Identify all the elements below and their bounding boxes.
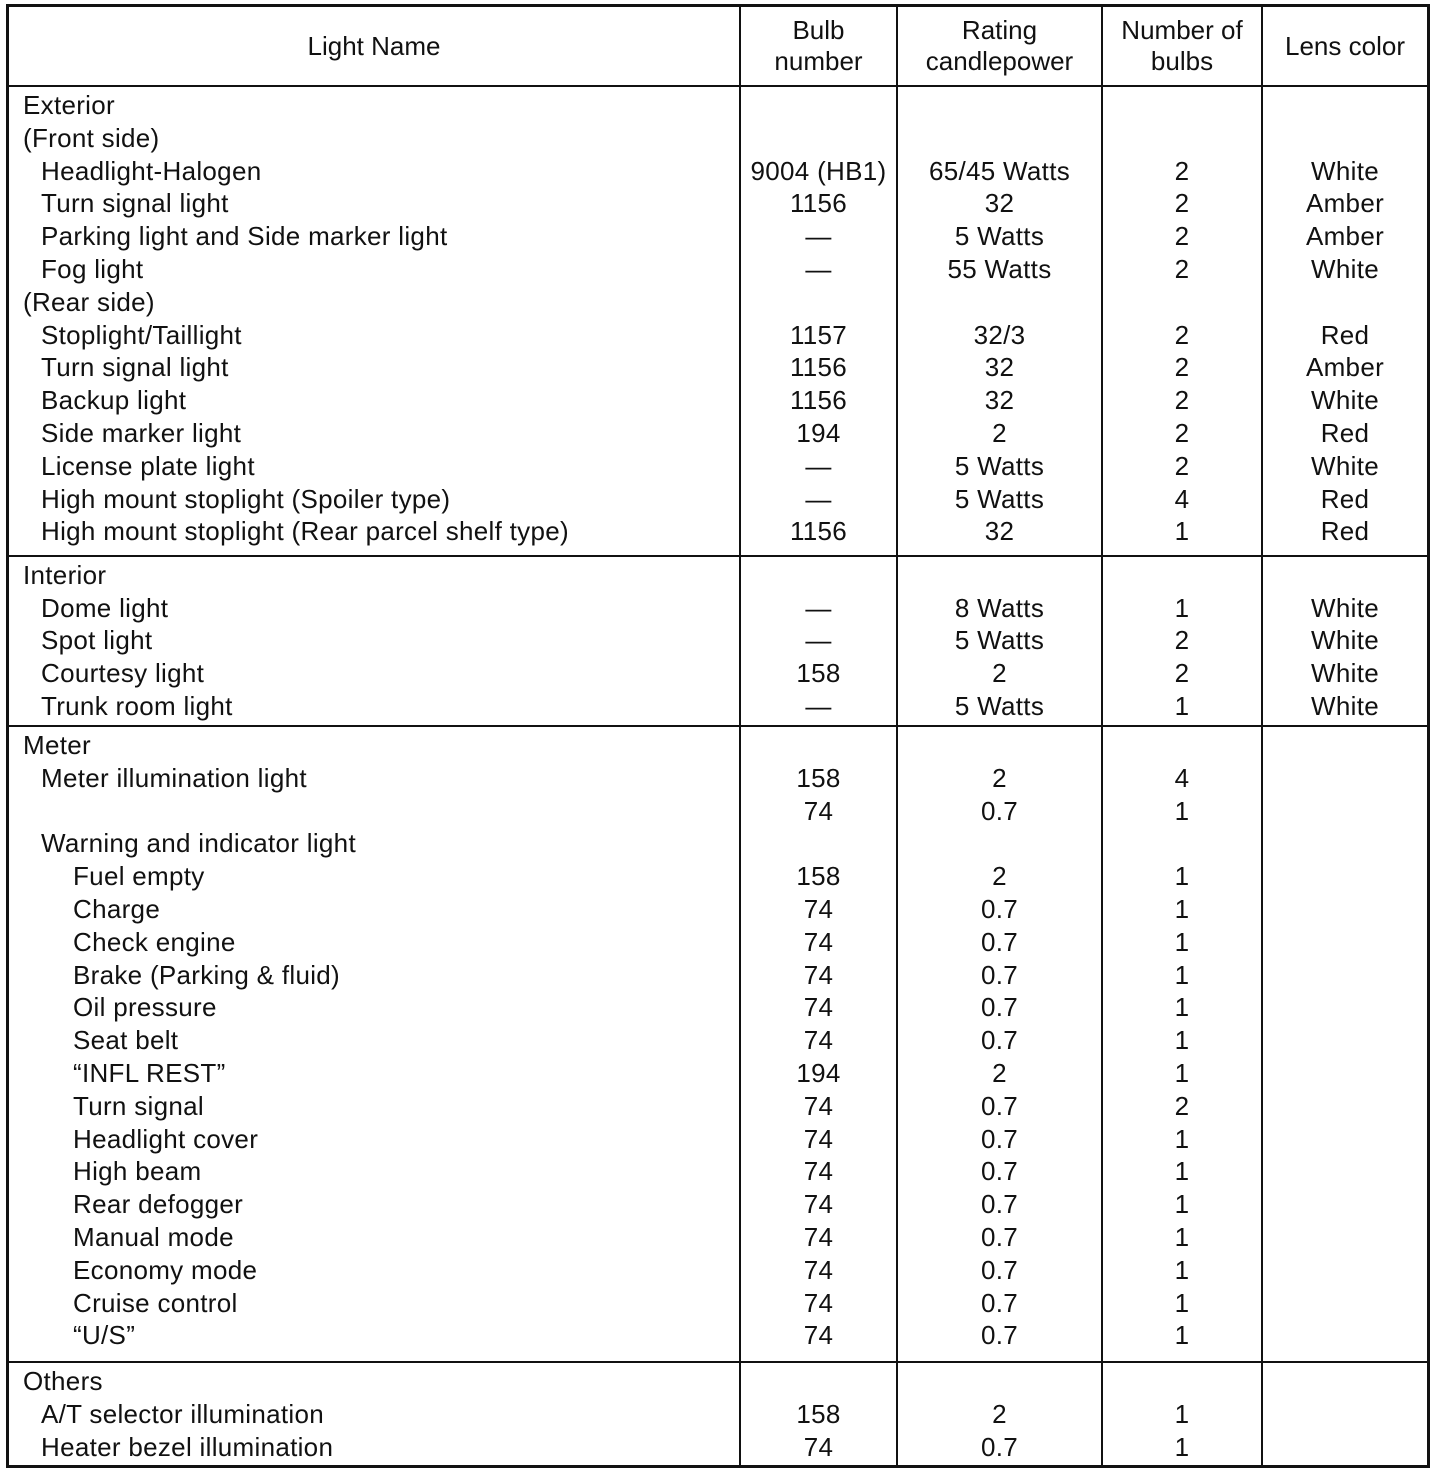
lens-color <box>1263 991 1427 1024</box>
lens-color <box>1263 893 1427 926</box>
light-name: Brake (Parking & fluid) <box>73 959 341 990</box>
bulb-number <box>741 286 896 319</box>
lens-color <box>1263 795 1427 828</box>
rating-value: 5 Watts <box>954 483 1045 514</box>
light-name: “INFL REST” <box>73 1058 226 1089</box>
lens-color <box>1263 1431 1427 1464</box>
bulb-count: 2 <box>1174 450 1190 481</box>
rating-value: 65/45 Watts <box>928 155 1071 186</box>
bulb-count <box>1103 727 1261 762</box>
light-name: Fog light <box>41 253 144 284</box>
lens-color: Red <box>1320 516 1370 547</box>
bulb-number: 1157 <box>789 319 848 350</box>
rating-value: 0.7 <box>980 1123 1019 1154</box>
bulb-number: 74 <box>803 795 834 826</box>
light-name: Economy mode <box>73 1254 258 1285</box>
bulb-number <box>741 727 896 762</box>
bulb-count <box>1103 1363 1261 1398</box>
lens-color: Red <box>1320 483 1370 514</box>
rating-column <box>897 86 1102 556</box>
rating-value: 2 <box>992 861 1007 892</box>
light-name: Stoplight/Taillight <box>41 319 242 350</box>
bulb-number: 74 <box>803 1254 834 1285</box>
rating-value <box>898 1363 1101 1398</box>
light-name: High mount stoplight (Rear parcel shelf type) <box>41 516 569 547</box>
header-light-name: Light Name <box>9 7 740 86</box>
lens-color: White <box>1311 155 1379 186</box>
bulb-number: — <box>805 221 832 252</box>
bulb-count: 4 <box>1174 483 1190 514</box>
bulb-count: 2 <box>1174 155 1190 186</box>
bulb-count: 1 <box>1174 959 1190 990</box>
lens-color <box>1263 1287 1427 1320</box>
bulb-number: 158 <box>796 658 841 689</box>
light-name: Courtesy light <box>41 658 205 689</box>
bulb-count: 1 <box>1174 690 1190 721</box>
bulb-count: 1 <box>1174 1287 1190 1318</box>
bulb-count: 2 <box>1174 417 1190 448</box>
bulb-number: 1156 <box>789 352 848 383</box>
bulb-count: 1 <box>1174 861 1190 892</box>
section-heading: Meter <box>23 730 91 761</box>
light-name: Trunk room light <box>41 690 233 721</box>
lens-color <box>1263 1363 1427 1398</box>
lens-color: Red <box>1320 319 1370 350</box>
bulb-number: 74 <box>803 1123 834 1154</box>
rating-column <box>897 556 1102 726</box>
rating-value: 0.7 <box>980 1156 1019 1187</box>
lens-color <box>1263 959 1427 992</box>
bulb-number: 74 <box>803 926 834 957</box>
lens-color: Amber <box>1305 188 1385 219</box>
bulb-count-column <box>1102 726 1262 1362</box>
lens-color: White <box>1311 625 1379 656</box>
bulb-count: 1 <box>1174 1123 1190 1154</box>
rating-value: 32 <box>984 385 1015 416</box>
rating-value: 0.7 <box>980 1090 1019 1121</box>
bulb-number: 1156 <box>789 188 848 219</box>
light-name: Turn signal light <box>41 352 229 383</box>
lens-color <box>1263 1254 1427 1287</box>
rating-value: 5 Watts <box>954 221 1045 252</box>
header-row <box>9 7 1427 86</box>
bulb-number: 74 <box>803 1287 834 1318</box>
bulb-number: 74 <box>803 992 834 1023</box>
lens-color <box>1263 727 1427 762</box>
bulb-number <box>741 1363 896 1398</box>
rating-value <box>898 727 1101 762</box>
bulb-number: 74 <box>803 1156 834 1187</box>
light-name: Backup light <box>41 385 187 416</box>
lens-color <box>1263 122 1427 155</box>
header-lens-color: Lens color <box>1262 7 1427 86</box>
light-name: A/T selector illumination <box>41 1398 325 1429</box>
bulb-count: 1 <box>1174 992 1190 1023</box>
light-name: “U/S” <box>73 1320 136 1351</box>
light-name: Headlight-Halogen <box>41 155 262 186</box>
rating-column <box>897 726 1102 1362</box>
bulb-number: 158 <box>796 1398 841 1429</box>
rating-value: 0.7 <box>980 1431 1019 1462</box>
rating-value: 2 <box>992 417 1007 448</box>
rating-value: 0.7 <box>980 1189 1019 1220</box>
section-row <box>9 556 1427 726</box>
bulb-number: — <box>805 483 832 514</box>
rating-value: 0.7 <box>980 1025 1019 1056</box>
light-name: Fuel empty <box>73 861 205 892</box>
lens-color <box>1263 1057 1427 1090</box>
bulb-number: 1156 <box>789 385 848 416</box>
bulb-count: 2 <box>1174 1090 1190 1121</box>
rating-value: 8 Watts <box>954 592 1045 623</box>
lens-color <box>1263 1024 1427 1057</box>
bulb-count: 1 <box>1174 1254 1190 1285</box>
lens-color-column <box>1262 556 1427 726</box>
section-exterior <box>9 86 1427 556</box>
light-name: Parking light and Side marker light <box>41 221 448 252</box>
bulb-number <box>741 122 896 155</box>
bulb-number: — <box>805 450 832 481</box>
lens-color <box>1263 1221 1427 1254</box>
bulb-number-column <box>740 86 897 556</box>
lens-color: White <box>1311 450 1379 481</box>
bulb-number: 158 <box>796 762 841 793</box>
bulb-number: 9004 (HB1) <box>750 155 887 186</box>
bulb-number: — <box>805 690 832 721</box>
bulb-count: 4 <box>1174 762 1190 793</box>
bulb-number: 74 <box>803 1025 834 1056</box>
bulb-count: 2 <box>1174 658 1190 689</box>
rating-value: 0.7 <box>980 1222 1019 1253</box>
light-name: Manual mode <box>73 1222 234 1253</box>
section-row <box>9 1362 1427 1465</box>
rating-value: 2 <box>992 1058 1007 1089</box>
bulb-number: 194 <box>796 1058 841 1089</box>
bulb-number-column <box>740 1362 897 1465</box>
light-name: Oil pressure <box>73 992 217 1023</box>
section-meter <box>9 726 1427 1362</box>
rating-value: 32 <box>984 188 1015 219</box>
light-name-column <box>9 726 740 1362</box>
light-name-column <box>9 556 740 726</box>
section-heading: Interior <box>23 559 107 590</box>
bulb-count: 1 <box>1174 795 1190 826</box>
light-name: Dome light <box>41 592 169 623</box>
rating-value <box>898 557 1101 592</box>
lens-color <box>1263 860 1427 893</box>
light-name: Cruise control <box>73 1287 238 1318</box>
rating-value: 0.7 <box>980 926 1019 957</box>
lens-color: White <box>1311 690 1379 721</box>
section-row <box>9 86 1427 556</box>
bulb-count: 1 <box>1174 1398 1190 1429</box>
bulb-count: 2 <box>1174 221 1190 252</box>
bulb-count <box>1103 286 1261 319</box>
lens-color: White <box>1311 253 1379 284</box>
light-name: Charge <box>73 894 161 925</box>
bulb-count: 2 <box>1174 253 1190 284</box>
rating-value: 32 <box>984 516 1015 547</box>
rating-column <box>897 1362 1102 1465</box>
light-name: Heater bezel illumination <box>41 1431 334 1462</box>
rating-value: 2 <box>992 658 1007 689</box>
section-heading: (Front side) <box>23 122 160 153</box>
bulb-number: 74 <box>803 1431 834 1462</box>
rating-value: 32 <box>984 352 1015 383</box>
rating-value: 2 <box>992 762 1007 793</box>
light-name: Check engine <box>73 926 236 957</box>
bulb-count: 1 <box>1174 1025 1190 1056</box>
bulb-number: 74 <box>803 1222 834 1253</box>
section-heading: (Rear side) <box>23 286 155 317</box>
bulb-count-column <box>1102 86 1262 556</box>
bulb-number: — <box>805 592 832 623</box>
lens-color <box>1263 827 1427 860</box>
bulb-count <box>1103 122 1261 155</box>
section-row <box>9 726 1427 1362</box>
lens-color: White <box>1311 592 1379 623</box>
header-bulb-number: Bulb number <box>740 7 897 86</box>
light-name-column <box>9 86 740 556</box>
section-heading: Exterior <box>23 90 115 120</box>
header-rating-candlepower: Rating candlepower <box>897 7 1102 86</box>
lens-color <box>1263 1188 1427 1221</box>
bulb-count: 2 <box>1174 319 1190 350</box>
bulb-count: 2 <box>1174 188 1190 219</box>
bulb-number: 74 <box>803 1189 834 1220</box>
bulb-number <box>741 827 896 860</box>
rating-value: 0.7 <box>980 959 1019 990</box>
bulb-count: 1 <box>1174 516 1190 547</box>
lens-color <box>1263 1090 1427 1123</box>
bulb-count: 1 <box>1174 1431 1190 1462</box>
rating-value: 32/3 <box>973 319 1026 350</box>
bulb-number-column <box>740 726 897 1362</box>
lens-color: White <box>1311 658 1379 689</box>
header-number-of-bulbs: Number of bulbs <box>1102 7 1262 86</box>
bulb-number: — <box>805 625 832 656</box>
lens-color <box>1263 926 1427 959</box>
section-heading: Others <box>23 1366 103 1397</box>
bulb-number: 1156 <box>789 516 848 547</box>
light-name: License plate light <box>41 450 255 481</box>
rating-value <box>898 827 1101 860</box>
bulb-number-column <box>740 556 897 726</box>
light-name: Meter illumination light <box>41 762 307 793</box>
lens-color: White <box>1311 385 1379 416</box>
bulb-count: 1 <box>1174 894 1190 925</box>
lens-color-column <box>1262 1362 1427 1465</box>
bulb-number: 194 <box>796 417 841 448</box>
rating-value <box>898 87 1101 122</box>
light-name: Rear defogger <box>73 1189 244 1220</box>
rating-value: 0.7 <box>980 1254 1019 1285</box>
bulb-count: 2 <box>1174 352 1190 383</box>
bulb-count <box>1103 557 1261 592</box>
lens-color <box>1263 1398 1427 1431</box>
light-name: Turn signal <box>73 1090 204 1121</box>
lens-color: Red <box>1320 417 1370 448</box>
light-name: Side marker light <box>41 417 242 448</box>
rating-value <box>898 286 1101 319</box>
bulb-count: 1 <box>1174 926 1190 957</box>
lens-color <box>1263 87 1427 122</box>
bulb-number: 74 <box>803 1320 834 1351</box>
lens-color: Amber <box>1305 221 1385 252</box>
rating-value: 0.7 <box>980 1320 1019 1351</box>
rating-value: 2 <box>992 1398 1007 1429</box>
light-name: Seat belt <box>73 1025 179 1056</box>
bulb-count: 2 <box>1174 625 1190 656</box>
section-others <box>9 1362 1427 1465</box>
light-name: High mount stoplight (Spoiler type) <box>41 483 451 514</box>
rating-value: 5 Watts <box>954 625 1045 656</box>
light-name: High beam <box>73 1156 202 1187</box>
bulb-count <box>1103 827 1261 860</box>
bulb-count: 1 <box>1174 1320 1190 1351</box>
bulb-count: 1 <box>1174 1156 1190 1187</box>
bulb-number: 158 <box>796 861 841 892</box>
bulb-number: 74 <box>803 959 834 990</box>
bulb-count: 2 <box>1174 385 1190 416</box>
rating-value <box>898 122 1101 155</box>
bulb-count-column <box>1102 1362 1262 1465</box>
rating-value: 0.7 <box>980 795 1019 826</box>
bulb-number: — <box>805 253 832 284</box>
rating-value: 5 Watts <box>954 450 1045 481</box>
light-name-column <box>9 1362 740 1465</box>
rating-value: 0.7 <box>980 1287 1019 1318</box>
light-name: Headlight cover <box>73 1123 259 1154</box>
rating-value: 0.7 <box>980 894 1019 925</box>
rating-value: 0.7 <box>980 992 1019 1023</box>
light-name: Warning and indicator light <box>41 828 356 859</box>
rating-value: 55 Watts <box>947 253 1052 284</box>
bulb-number: 74 <box>803 894 834 925</box>
lens-color <box>1263 1155 1427 1188</box>
light-name: Turn signal light <box>41 188 229 219</box>
lens-color <box>1263 1319 1427 1352</box>
bulb-specification-table <box>6 4 1430 1468</box>
lens-color <box>1263 762 1427 795</box>
bulb-count: 1 <box>1174 592 1190 623</box>
lens-color <box>1263 557 1427 592</box>
light-name: Spot light <box>41 625 153 656</box>
bulb-number <box>741 557 896 592</box>
rating-value: 5 Watts <box>954 690 1045 721</box>
bulb-count-column <box>1102 556 1262 726</box>
bulb-count <box>1103 87 1261 122</box>
bulb-number <box>741 87 896 122</box>
bulb-number: 74 <box>803 1090 834 1121</box>
lens-color-column <box>1262 726 1427 1362</box>
bulb-count: 1 <box>1174 1222 1190 1253</box>
bulb-count: 1 <box>1174 1189 1190 1220</box>
lens-color: Amber <box>1305 352 1385 383</box>
light-name <box>9 795 739 828</box>
lens-color <box>1263 1123 1427 1156</box>
section-interior <box>9 556 1427 726</box>
lens-color-column <box>1262 86 1427 556</box>
bulb-count: 1 <box>1174 1058 1190 1089</box>
lens-color <box>1263 286 1427 319</box>
